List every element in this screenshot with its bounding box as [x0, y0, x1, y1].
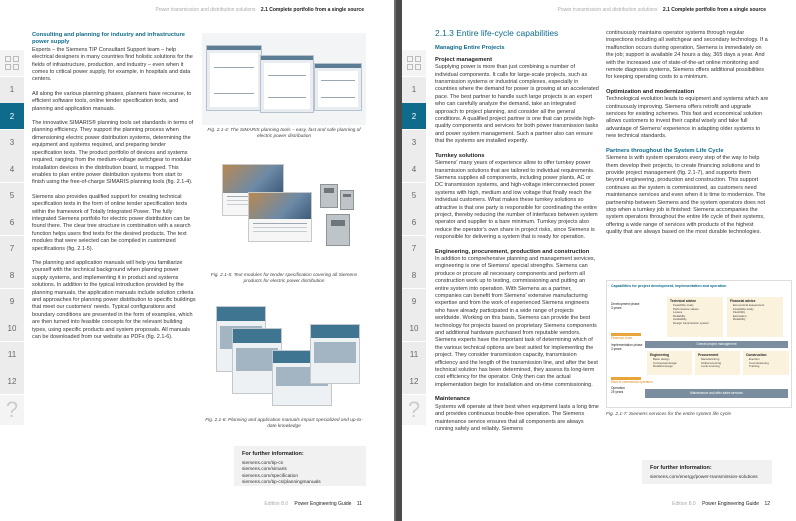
info-heading: For further information:	[242, 451, 304, 457]
device-image	[340, 190, 354, 210]
chapter-tab-3[interactable]: 3	[0, 130, 24, 156]
procurement-box	[695, 351, 740, 375]
paragraph: Siemens also provides qualified support for creating technical specification texts in the form of online tender specification texts within the framework of Totally Integrated Power. The fully integrated Siemens portfolio for electric power distribution can be found there. The clear tree structure in combination with a search function helps users find texts for the desired products. The text modules that were selected can be compiled in customized specifications (fig. 2.1-5).	[32, 193, 191, 252]
paragraph: continuously maintains operator systems through regular inspections including all switchgear and secondary technology. If a malfunction occurs during operation, Siemens is immediately on the job; support is available 24 hours a day, 365 days a year. And with the increased use of state-of-the-art online monitoring and remote diagnosis systems, Siemens offers additional possibilities for keeping operating costs to a minimum.	[606, 30, 768, 81]
paragraph: Siemens' many years of experience allow to offer turnkey power transmission solutions that are tailored to individual requirements. Siemens supplies all components, including power plants, AC or DC transmission systems, and high-voltage interconnected power systems with high, medium and low voltage that finally reach the individual customers. What makes these turnkey solutions so attractive is that one party is responsible for coordinating the entire project, thereby reducing the number of interfaces between system operator and supplier to a bare minimum. Turnkey projects also reduce the operator's own share in project risks, since Siemens is responsible for delivering a system that is ready for operation.	[435, 160, 598, 241]
manual-cover	[310, 324, 360, 384]
index-tab-question-icon[interactable]: ?	[0, 395, 24, 425]
chapter-tab-2[interactable]: 2	[0, 103, 24, 129]
box-item: Availability	[673, 317, 687, 322]
paragraph: Experts – the Siemens TIP Consultant Support team – help electrical designers in many countries find holistic solutions for the fields of infrastructure, production, and industry – even when it comes to critical power supply, for example, in hospitals and data centers.	[32, 46, 193, 83]
technical-advice-box	[667, 297, 723, 337]
chapter-tab-6[interactable]: 6	[0, 209, 24, 235]
contents-icon[interactable]	[402, 50, 426, 76]
chapter-tab-11[interactable]: 11	[402, 342, 426, 368]
phase-label	[611, 344, 642, 352]
info-link[interactable]: siemens.com/energy/power-transmission-solutions	[650, 475, 758, 481]
footer-guide-title: Power Engineering Guide	[294, 501, 352, 507]
running-head-section: Power transmission and distribution solutions	[557, 7, 658, 13]
box-item: Performance values	[673, 306, 699, 311]
chapter-tab-7[interactable]: 7	[402, 236, 426, 262]
info-link[interactable]: siemens.com/tip-cs	[242, 461, 284, 467]
device-image	[326, 214, 350, 246]
chapter-tab-9[interactable]: 9	[0, 289, 24, 315]
figure-caption: Fig. 2.1-6: Planning and application manuals impart specialized and up-to-date knowledge	[205, 418, 363, 429]
info-heading: For further information:	[650, 465, 712, 471]
left-page	[0, 0, 394, 521]
construction-box	[743, 351, 789, 375]
chapter-tab-8[interactable]: 8	[402, 262, 426, 288]
index-tab-question-icon[interactable]: ?	[402, 395, 426, 425]
paragraph: The innovative SIMARIS® planning tools set standards in terms of planning efficiency. They support the planning process when dimensioning electric power distribution systems, determining the equipment and systems required, and preparing tender specification texts. The product portfolio of devices and systems required, ranging from the medium-voltage switchgear to modular installation devices in the distribution board, is mapped. This enables to plan entire power distribution systems from start to finish using the free-of-charge SIMARIS planning tools (fig. 2.1-4).	[32, 120, 194, 186]
chapter-tab-6[interactable]: 6	[402, 209, 426, 235]
simaris-screenshots-figure	[202, 33, 366, 125]
maintenance-strip: Maintenance and after-sales services	[645, 389, 788, 398]
chapter-tab-9[interactable]: 9	[402, 289, 426, 315]
box-item: Reliability	[673, 313, 686, 318]
paragraph: In addition to comprehensive planning and management services, engineering is one of Siemens' special strengths. Siemens can produce or procure all necessary components and perform all construction work up to testing, commissioning and putting an entire system into operation. With Siemens as a partner, companies can benefit from Siemens' extensive manufacturing expertise and from the work of experienced Siemens engineers who have already participated in a wide range of projects worldwide. Working on this basis, Siemens can provide the best technology for projects based on proprietary Siemens components and additional hardware purchased from reputable vendors. Siemens experts have the important task of determining which of the various technical options are best suited for implementing the project. They consider transmission capacity, transmission efficiency and the length of the transmission line, and after the best technical solution has been determined, they assess its long-term cost efficiency for the operator. Only then can the actual implementation begin for installation and on-time commissioning.	[435, 255, 598, 388]
phase-name: Implementation phase	[611, 343, 643, 347]
running-head	[557, 7, 766, 13]
box-title: Engineering	[650, 353, 670, 357]
phase-name: Development phase	[611, 302, 640, 306]
life-cycle-services-diagram	[606, 280, 792, 408]
box-item: Flexibility	[733, 310, 745, 315]
right-text-column-2	[606, 30, 770, 244]
chapter-tab-3[interactable]: 3	[402, 130, 426, 156]
page-number: 11	[356, 501, 362, 507]
box-item: Feasibility study	[673, 303, 694, 307]
section-heading: Consulting and planning for industry and infrastructure power supply	[32, 32, 185, 46]
milestone-label: Financial close	[611, 336, 633, 340]
paragraph: Systems will operate at their best when equipment lasts a long time and provides continuous trouble-free operation. The Siemens maintenance service ensures that all components are always running safely and reliably. Siemens	[435, 403, 599, 432]
right-page	[402, 0, 796, 521]
diagram-title: Capabilities for project development, implementation and operation	[611, 284, 727, 288]
contents-icon[interactable]	[0, 50, 24, 76]
box-item: Training	[749, 364, 760, 369]
phase-label	[611, 387, 625, 395]
box-item: Economical assessment	[733, 303, 765, 307]
right-text-column-1	[435, 30, 599, 440]
footer-edition: Edition 8.0	[672, 501, 696, 507]
screenshot	[206, 45, 262, 111]
box-item: Conceptual design	[653, 360, 677, 365]
engineering-box	[647, 351, 692, 375]
device-image	[320, 184, 338, 208]
box-item: Detailed design	[653, 364, 673, 369]
figure-caption: Fig. 2.1-5: Text modules for tender specification covering all Siemens products for electric power distribution	[210, 273, 358, 284]
chapter-tab-12[interactable]: 12	[402, 368, 426, 394]
page-number: 12	[764, 501, 770, 507]
box-item: Design transmission system	[673, 320, 709, 325]
phase-duration: 3 years	[611, 346, 622, 351]
box-title: Construction	[746, 353, 767, 357]
subsection-heading: Partners throughout the System Life Cycle	[606, 147, 724, 154]
running-head-title: 2.1 Complete portfolio from a single source	[662, 7, 766, 13]
box-item: Losses	[673, 310, 683, 315]
page-footer	[264, 501, 362, 507]
info-link[interactable]: siemens.com/simaris	[242, 467, 287, 473]
chapter-tabs	[0, 50, 24, 425]
heading: Turnkey solutions	[435, 152, 485, 159]
box-item: Erection	[749, 357, 760, 361]
chapter-tab-7[interactable]: 7	[0, 236, 24, 262]
chapter-tab-1[interactable]: 1	[402, 77, 426, 103]
further-information-box	[234, 446, 366, 486]
box-item: Manufacturing	[701, 357, 720, 361]
heading: Project management	[435, 56, 493, 63]
paragraph: The planning and application manuals will help you familiarize yourself with the technical background when planning power supply systems, and implementing it in product and systems solutions. In addition to the typical introduction provided by the planning manuals, the application manuals include solution criteria and approaches for planning power distribution to specific buildings that meet our customers' needs. Typical configurations and boundary conditions are presented in the form of examples, which are then turned into feasible concepts for the relevant building types, using specific products and system proposals. All manuals can be downloaded from our website as PDFs (fig. 2.1-6).	[32, 259, 196, 341]
heading: Engineering, procurement, production and construction	[435, 248, 590, 255]
brochure-image	[248, 192, 312, 242]
chapter-tab-4[interactable]: 4	[402, 156, 426, 182]
text-modules-figure	[202, 150, 366, 270]
chapter-tab-1[interactable]: 1	[0, 77, 24, 103]
box-title: Financial advice	[730, 299, 756, 303]
chapter-tab-10[interactable]: 10	[402, 315, 426, 341]
info-link[interactable]: siemens.com/specification	[242, 473, 298, 479]
further-information-box	[642, 460, 772, 484]
box-item: Local sourcing	[701, 364, 720, 369]
financial-advice-box	[727, 297, 783, 337]
figure-caption: Fig. 2.1-4: The SIMARIS planning tools – easy, fast and safe planning of electric power distribution	[207, 128, 361, 139]
box-item: Global sourcing	[701, 360, 722, 365]
chapter-tab-8[interactable]: 8	[0, 262, 24, 288]
milestone-label: Start of commercial operation	[611, 380, 653, 384]
page-footer	[672, 501, 770, 507]
phase-duration: 3 years	[611, 305, 622, 310]
footer-guide-title: Power Engineering Guide	[702, 501, 760, 507]
paragraph: Supplying power is more than just combining a number of individual components. It calls for large-scale projects, such as transmission systems or industrial complexes, especially in countries where the demand for power is growing at an accelerated pace. The best partner to handle such large projects is an expert who can carefully analyze the demand, take an integrated approach to project planning, and consider all the general conditions. A qualified project partner is one that can provide high-quality components and services for both power transmission tasks and power system management. Such a partner also can ensure that the systems are installed expertly.	[435, 64, 599, 145]
info-link[interactable]: siemens.com/tip-cs/planningmanuals	[242, 479, 321, 485]
running-head	[155, 7, 364, 13]
chapter-tab-2[interactable]: 2	[402, 103, 426, 129]
project-management-strip: Overall project management	[645, 341, 788, 348]
figure-caption: Fig. 2.1-7: Siemens services for the entire system life cycle	[606, 412, 732, 417]
box-item: Feasibility study	[733, 306, 754, 311]
chapter-tab-11[interactable]: 11	[0, 342, 24, 368]
paragraph: Technological evolution leads to equipment and systems which are continuously improving. Siemens offers retrofit and upgrade services for existing schemes. This fast and economical solution allows customers to invest their capital wisely and take full advantage of Siemens' experience in adapting older systems to new technical standards.	[606, 96, 769, 140]
footer-edition: Edition 8.0	[264, 501, 289, 507]
phase-label	[611, 303, 639, 311]
paragraph: Siemens is with system operators every step of the way to help them develop their projects, to create financing solutions and to provide project management (fig. 2.1-7), and supports them beyond engineering, production and construction. This support continues as the system is commissioned, as customers need maintenance services and even when it is time to modernize. The partnership between Siemens and the system operators does not stop when a turnkey job is finished: Siemens accompanies the system operators throughout the entire life cycle of their systems, offering a wide range of services with products of the highest quality that are always based on the most durable technologies.	[606, 155, 766, 236]
box-item: Reliability	[733, 317, 746, 322]
manuals-figure	[202, 296, 366, 414]
phase-duration: 25 years	[611, 389, 624, 394]
chapter-tabs	[402, 50, 426, 425]
section-title: 2.1.3 Entire life-cycle capabilities	[435, 28, 559, 38]
paragraph: All along the various planning phases, planners have recourse, to efficient software tools, online tender specification texts, and planning and application manuals.	[32, 90, 192, 112]
running-head-section: Power transmission and distribution solutions	[155, 7, 256, 13]
chapter-tab-5[interactable]: 5	[0, 183, 24, 209]
box-item: Commissioning	[749, 360, 769, 365]
heading: Optimization and modernization	[606, 88, 695, 95]
screenshot	[260, 55, 314, 113]
left-text-column	[32, 32, 196, 348]
box-item: Estimation	[733, 313, 747, 318]
subsection-heading: Managing Entire Projects	[435, 45, 505, 52]
heading: Maintenance	[435, 396, 471, 403]
chapter-tab-5[interactable]: 5	[402, 183, 426, 209]
running-head-title: 2.1 Complete portfolio from a single source	[260, 7, 364, 13]
box-item: Basic design	[653, 357, 670, 361]
screenshot	[314, 63, 362, 111]
box-title: Technical advice	[670, 299, 697, 303]
box-title: Procurement	[698, 353, 719, 357]
chapter-tab-10[interactable]: 10	[0, 315, 24, 341]
phase-name: Operation	[611, 386, 625, 390]
chapter-tab-4[interactable]: 4	[0, 156, 24, 182]
chapter-tab-12[interactable]: 12	[0, 368, 24, 394]
